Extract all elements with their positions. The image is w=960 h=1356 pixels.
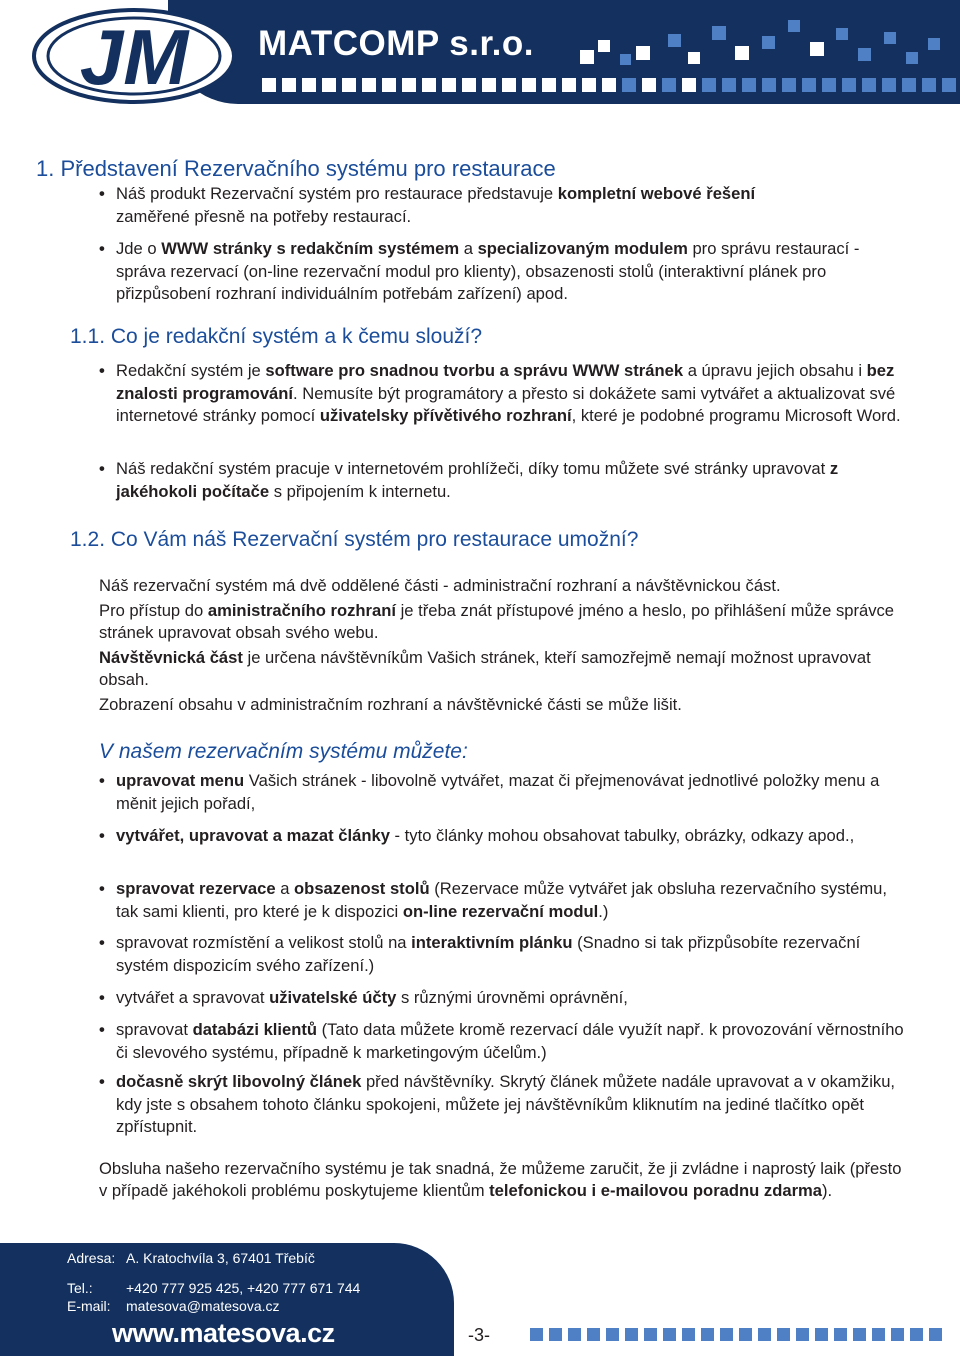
paragraph: Návštěvnická část je určena návštěvníkům Vašich stránek, kteří samozřejmě nemají možnost upravovat obsah. [99, 648, 871, 689]
list-item: • dočasně skrýt libovolný článek před návštěvníky. Skrytý článek můžete nadále upravovat a v okamžiku, kdy jste s obsahem tohoto článku spokojeni, můžete jej návštěvníkům kliknutím na jediné tlačítko opět zpřístupnit. [99, 1071, 904, 1139]
list-item: • Náš produkt Rezervační systém pro restaurace představuje kompletní webové řešení zaměřené přesně na potřeby restaurací. [99, 183, 904, 228]
section-1-2-title: 1.2. Co Vám náš Rezervační systém pro restaurace umožní? [70, 528, 639, 551]
feature-item-5 [99, 987, 904, 1010]
list-item: • spravovat rozmístění a velikost stolů na interaktivním plánku (Snadno si tak přizpůsobíte rezervační systém dispozicím svého zařízení.) [99, 932, 904, 977]
paragraph: Pro přístup do aministračního rozhraní je třeba znát přístupové jméno a heslo, po přihlášení může správce stránek upravovat obsah svého webu. [99, 601, 895, 642]
list-item: • vytvářet, upravovat a mazat články - tyto články mohou obsahovat tabulky, obrázky, odkazy apod., [99, 825, 904, 848]
feature-item-7 [99, 1071, 904, 1139]
section-1-list-2 [99, 238, 904, 306]
logo-text: JM [79, 13, 189, 101]
paragraph: Náš rezervační systém má dvě oddělené části - administrační rozhraní a návštěvnickou část. [99, 576, 781, 595]
company-logo [30, 4, 240, 104]
list-item: • upravovat menu Vašich stránek - libovolně vytvářet, mazat či přejmenovávat jednotlivé položky menu a měnit jejich pořadí, [99, 770, 904, 815]
list-item: • spravovat rezervace a obsazenost stolů (Rezervace může vytvářet jak obsluha rezervačního systému, tak sami klienti, pro které je k dispozici on-line rezervační modul.) [99, 878, 904, 923]
tel-label: Tel.: [67, 1280, 93, 1296]
section-1-title: 1. Představení Rezervačního systému pro restaurace [36, 156, 556, 181]
feature-item-2 [99, 825, 904, 848]
section-1-list [99, 183, 904, 228]
brand-name: MATCOMP s.r.o. [258, 24, 535, 63]
email[interactable]: matesova@matesova.cz [126, 1298, 280, 1314]
list-item: • Jde o WWW stránky s redakčním systémem a specializovaným modulem pro správu restaurací - správa rezervací (on-line rezervační modul pro klienty), obsazenosti stolů (interaktivní plánek pro přizpůsobení rozhraní individuálním potřebám zařízení) apod. [99, 238, 904, 306]
list-item: • Redakční systém je software pro snadnou tvorbu a správu WWW stránek a úpravu jejich obsahu i bez znalosti programování. Nemusíte být programátory a přesto si dokážete sami vytvářet a aktualizovat své internetové stránky pomocí uživatelsky přívětivého rozhraní, které je podobné programu Microsoft Word. [99, 360, 904, 428]
tel: +420 777 925 425, +420 777 671 744 [126, 1280, 361, 1296]
closing-paragraph: Obsluha našeho rezervačního systému je tak snadná, že můžeme zaručit, že ji zvládne i naprostý laik (přesto v případě jakéhokoli problému poskytujeme klientům telefonickou i e-mailovou poradnu zdarma). [99, 1159, 902, 1200]
page-number: -3- [468, 1325, 490, 1345]
features-title: V našem rezervačním systému můžete: [99, 740, 468, 763]
section-1-1-list-2 [99, 458, 904, 503]
list-item: • Náš redakční systém pracuje v internetovém prohlížeči, díky tomu můžete své stránky upravovat z jakéhokoli počítače s připojením k internetu. [99, 458, 904, 503]
website-url[interactable]: www.matesova.cz [112, 1318, 335, 1348]
email-label: E-mail: [67, 1298, 111, 1314]
list-item: • vytvářet a spravovat uživatelské účty s různými úrovněmi oprávnění, [99, 987, 904, 1010]
address-label: Adresa: [67, 1250, 116, 1266]
feature-item-3 [99, 878, 904, 923]
paragraph: Zobrazení obsahu v administračním rozhraní a návštěvnické části se může lišit. [99, 695, 682, 714]
feature-item-6 [99, 1019, 904, 1064]
section-1-1-list [99, 360, 904, 428]
feature-item-4 [99, 932, 904, 977]
address: A. Kratochvíla 3, 67401 Třebíč [126, 1250, 315, 1266]
list-item: • spravovat databázi klientů (Tato data můžete kromě rezervací dále využít např. k provozování věrnostního či slevového systému, případně k marketingovým účelům.) [99, 1019, 904, 1064]
feature-item-1 [99, 770, 904, 815]
section-1-1-title: 1.1. Co je redakční systém a k čemu slouží? [70, 325, 483, 348]
page-header [0, 0, 960, 110]
